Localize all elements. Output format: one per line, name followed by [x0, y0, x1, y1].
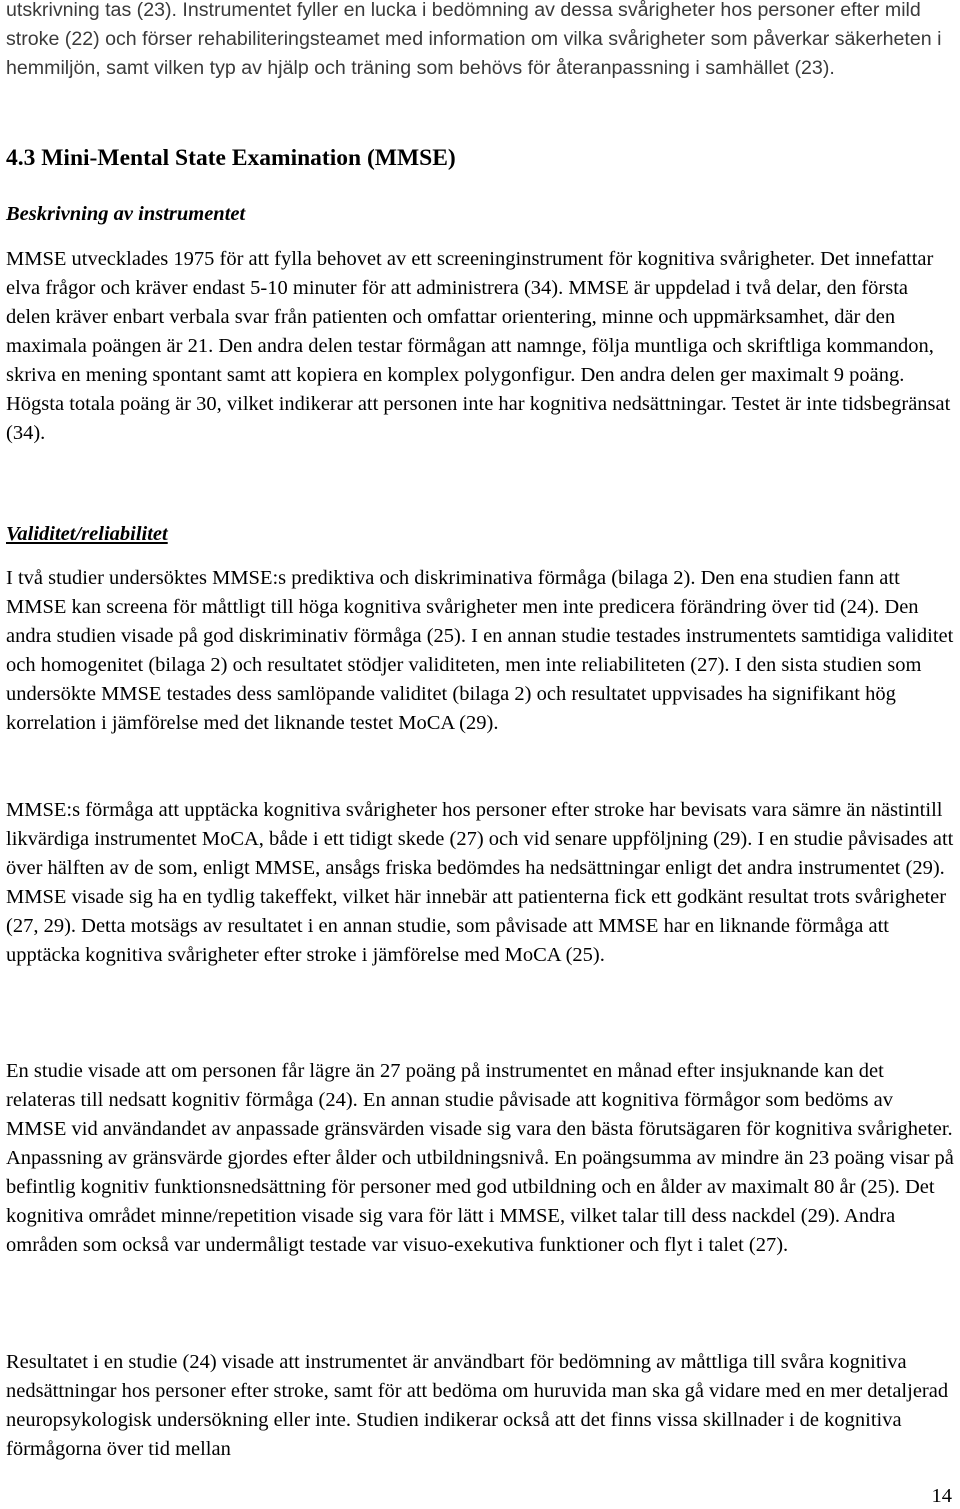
section-heading: 4.3 Mini-Mental State Examination (MMSE) [6, 145, 456, 171]
validity-paragraph: En studie visade att om personen får lägre än 27 poäng på instrumentet en månad efter insjuknande kan det relateras till nedsatt kognitiv förmåga (24). En annan studie påvisade att kognitiva förmågor som bedöms av MMSE vid användandet av anpassade gränsvärden visade sig vara den bästa förutsägaren för kognitiva svårigheter. Anpassning av gränsvärde gjordes efter ålder och utbildningsnivå. En poängsumma av mindre än 23 poäng visar på befintlig kognitiv funktionsnedsättning för personer med god utbildning och en ålder av maximalt 80 år (25). Det kognitiva området minne/repetition visade sig vara för lätt i MMSE, vilket talar till dess nackdel (29). Andra områden som också var undermåligt testade var visuo-exekutiva funktioner och flyt i talet (27). [6, 1060, 954, 1256]
description-paragraph: MMSE utvecklades 1975 för att fylla behovet av ett screeninginstrument för kognitiva svårigheter. Det innefattar elva frågor och kräver endast 5-10 minuter för att administrera (34). MMSE är uppdelad i två delar, den första delen kräver enbart verbala svar från patienten och omfattar orientering, minne och uppmärksamhet, där den maximala poängen är 21. Den andra delen testar förmågan att namnge, följa muntliga och skriftliga kommandon, skriva en mening spontant samt att kopiera en komplex polygonfigur. Den andra delen ger maximalt 9 poäng. Högsta totala poäng är 30, vilket indikerar att personen inte har kognitiva nedsättningar. Testet är inte tidsbegränsat (34). [6, 248, 951, 444]
validity-paragraph: I två studier undersöktes MMSE:s prediktiva och diskriminativa förmåga (bilaga 2). Den ena studien fann att MMSE kan screena för måttligt till höga kognitiva svårigheter men inte predicera förändring över tid (24). Den andra studien visade på god diskriminativ förmåga (25). I en annan studie testades instrumentets samtidiga validitet och homogenitet (bilaga 2) och resultatet stödjer validiteten, men inte reliabiliteten (27). I den sista studien som undersökte MMSE testades dess samlöpande validitet (bilaga 2) och resultatet uppvisades ha signifikant hög korrelation i jämförelse med det liknande testet MoCA (29). [6, 567, 954, 734]
validity-paragraph: MMSE:s förmåga att upptäcka kognitiva svårigheter hos personer efter stroke har bevisats vara sämre än nästintill likvärdiga instrumentet MoCA, både i ett tidigt skede (27) och vid senare uppföljning (29). I en studie påvisades att över hälften av de som, enligt MMSE, ansågs friska bedömdes ha nedsättningar enligt det andra instrumentet (29). MMSE visade sig ha en tydlig takeffekt, vilket här innebär att patienterna fick ett godkänt resultat trots svårigheter (27, 29). Detta motsägs av resultatet i en annan studie, som påvisade att MMSE har en liknande förmåga att upptäcka kognitiva svårigheter efter stroke i jämförelse med MoCA (25). [6, 799, 954, 966]
intro-paragraph: utskrivning tas (23). Instrumentet fyller en lucka i bedömning av dessa svårigheter hos personer efter mild stroke (22) och förser rehabiliteringsteamet med information om vilka svårigheter som påverkar säkerheten i hemmiljön, samt vilken typ av hjälp och träning som behövs för återanpassning i samhället (23). [6, 0, 942, 79]
validity-paragraph: Resultatet i en studie (24) visade att instrumentet är användbart för bedömning av måttliga till svåra kognitiva nedsättningar hos personer efter stroke, samt för att bedöma om huruvida man ska gå vidare med en mer detaljerad neuropsykologisk undersökning eller inte. Studien indikerar också att det finns vissa skillnader i de kognitiva förmågorna över tid mellan [6, 1351, 949, 1460]
page-number: 14 [931, 1485, 952, 1507]
subheading-description: Beskrivning av instrumentet [6, 203, 246, 225]
subheading-validity: Validitet/reliabilitet [6, 523, 168, 545]
